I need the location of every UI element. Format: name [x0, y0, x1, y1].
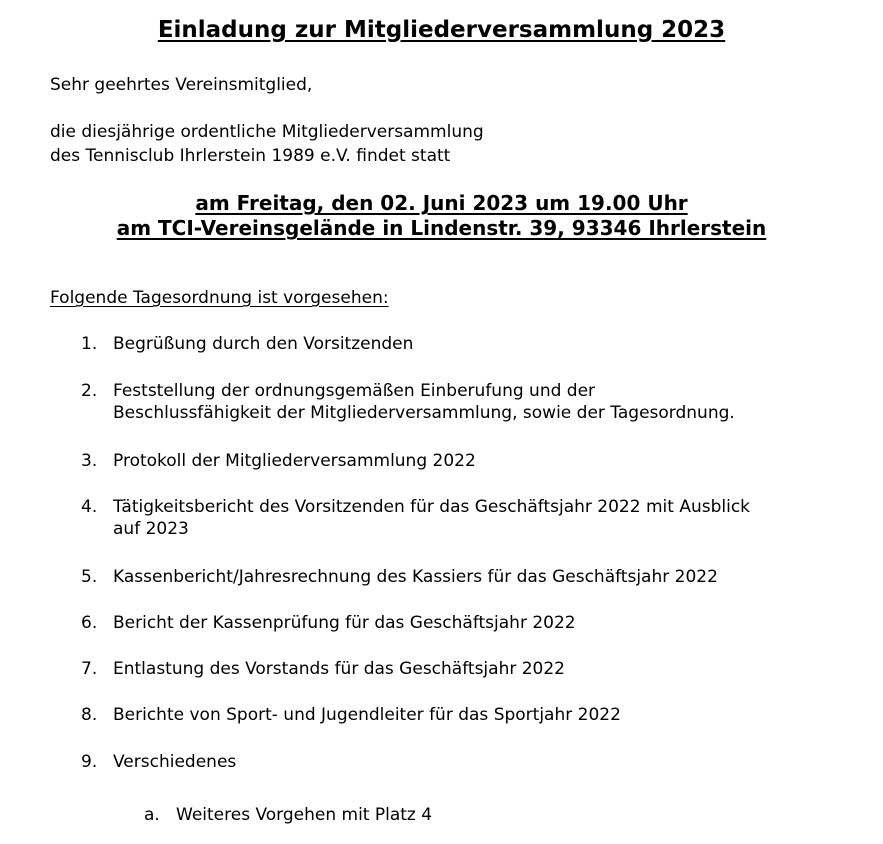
agenda-item-text: Kassenbericht/Jahresrechnung des Kassiers für das Geschäftsjahr 2022	[113, 567, 718, 587]
agenda-item-number: 4.	[81, 497, 98, 517]
agenda-item-text: auf 2023	[113, 519, 189, 539]
agenda-item-number: 9.	[81, 752, 98, 772]
agenda-item	[81, 704, 871, 726]
agenda-item-number: 1.	[81, 334, 98, 354]
agenda-item-text: Begrüßung durch den Vorsitzenden	[113, 334, 414, 354]
agenda-heading: Folgende Tagesordnung ist vorgesehen:	[50, 288, 389, 308]
agenda-item-text: Tätigkeitsbericht des Vorsitzenden für das Geschäftsjahr 2022 mit Ausblick	[113, 497, 751, 517]
agenda-item-number: 5.	[81, 567, 98, 587]
agenda-item-text: Verschiedenes	[113, 752, 237, 772]
agenda-item	[81, 566, 871, 588]
salutation: Sehr geehrtes Vereinsmitglied,	[50, 75, 313, 95]
agenda-item	[81, 450, 871, 472]
agenda-item	[81, 658, 871, 680]
agenda-item	[81, 612, 871, 634]
agenda-item-number: 8.	[81, 705, 98, 725]
agenda-item-text: Entlastung des Vorstands für das Geschäftsjahr 2022	[113, 659, 565, 679]
agenda-item	[81, 333, 871, 355]
agenda-item	[81, 380, 871, 424]
intro-line-1: die diesjährige ordentliche Mitgliederversammlung	[50, 122, 484, 142]
agenda-item-text: Beschlussfähigkeit der Mitgliederversammlung, sowie der Tagesordnung.	[113, 403, 735, 423]
agenda-item-number: 2.	[81, 381, 98, 401]
agenda-item-text: Berichte von Sport- und Jugendleiter für das Sportjahr 2022	[113, 705, 621, 725]
meeting-location: am TCI-Vereinsgelände in Lindenstr. 39, 93346 Ihrlerstein	[116, 216, 767, 240]
document-title: Einladung zur Mitgliederversammlung 2023	[157, 17, 726, 43]
agenda-item-number: 6.	[81, 613, 98, 633]
agenda-item-text: Feststellung der ordnungsgemäßen Einberufung und der	[113, 381, 596, 401]
agenda-item-number: 3.	[81, 451, 98, 471]
meeting-date: am Freitag, den 02. Juni 2023 um 19.00 Uhr	[195, 191, 688, 215]
agenda-subitem-letter: a.	[144, 805, 160, 825]
agenda-item-text: Bericht der Kassenprüfung für das Geschäftsjahr 2022	[113, 613, 576, 633]
agenda-item-text: Protokoll der Mitgliederversammlung 2022	[113, 451, 476, 471]
agenda-item-number: 7.	[81, 659, 98, 679]
agenda-subitem	[144, 804, 432, 826]
agenda-item	[81, 496, 871, 540]
intro-line-2: des Tennisclub Ihrlerstein 1989 e.V. findet statt	[50, 146, 451, 166]
agenda-subitem-text: Weiteres Vorgehen mit Platz 4	[176, 805, 433, 825]
agenda-item	[81, 751, 871, 773]
